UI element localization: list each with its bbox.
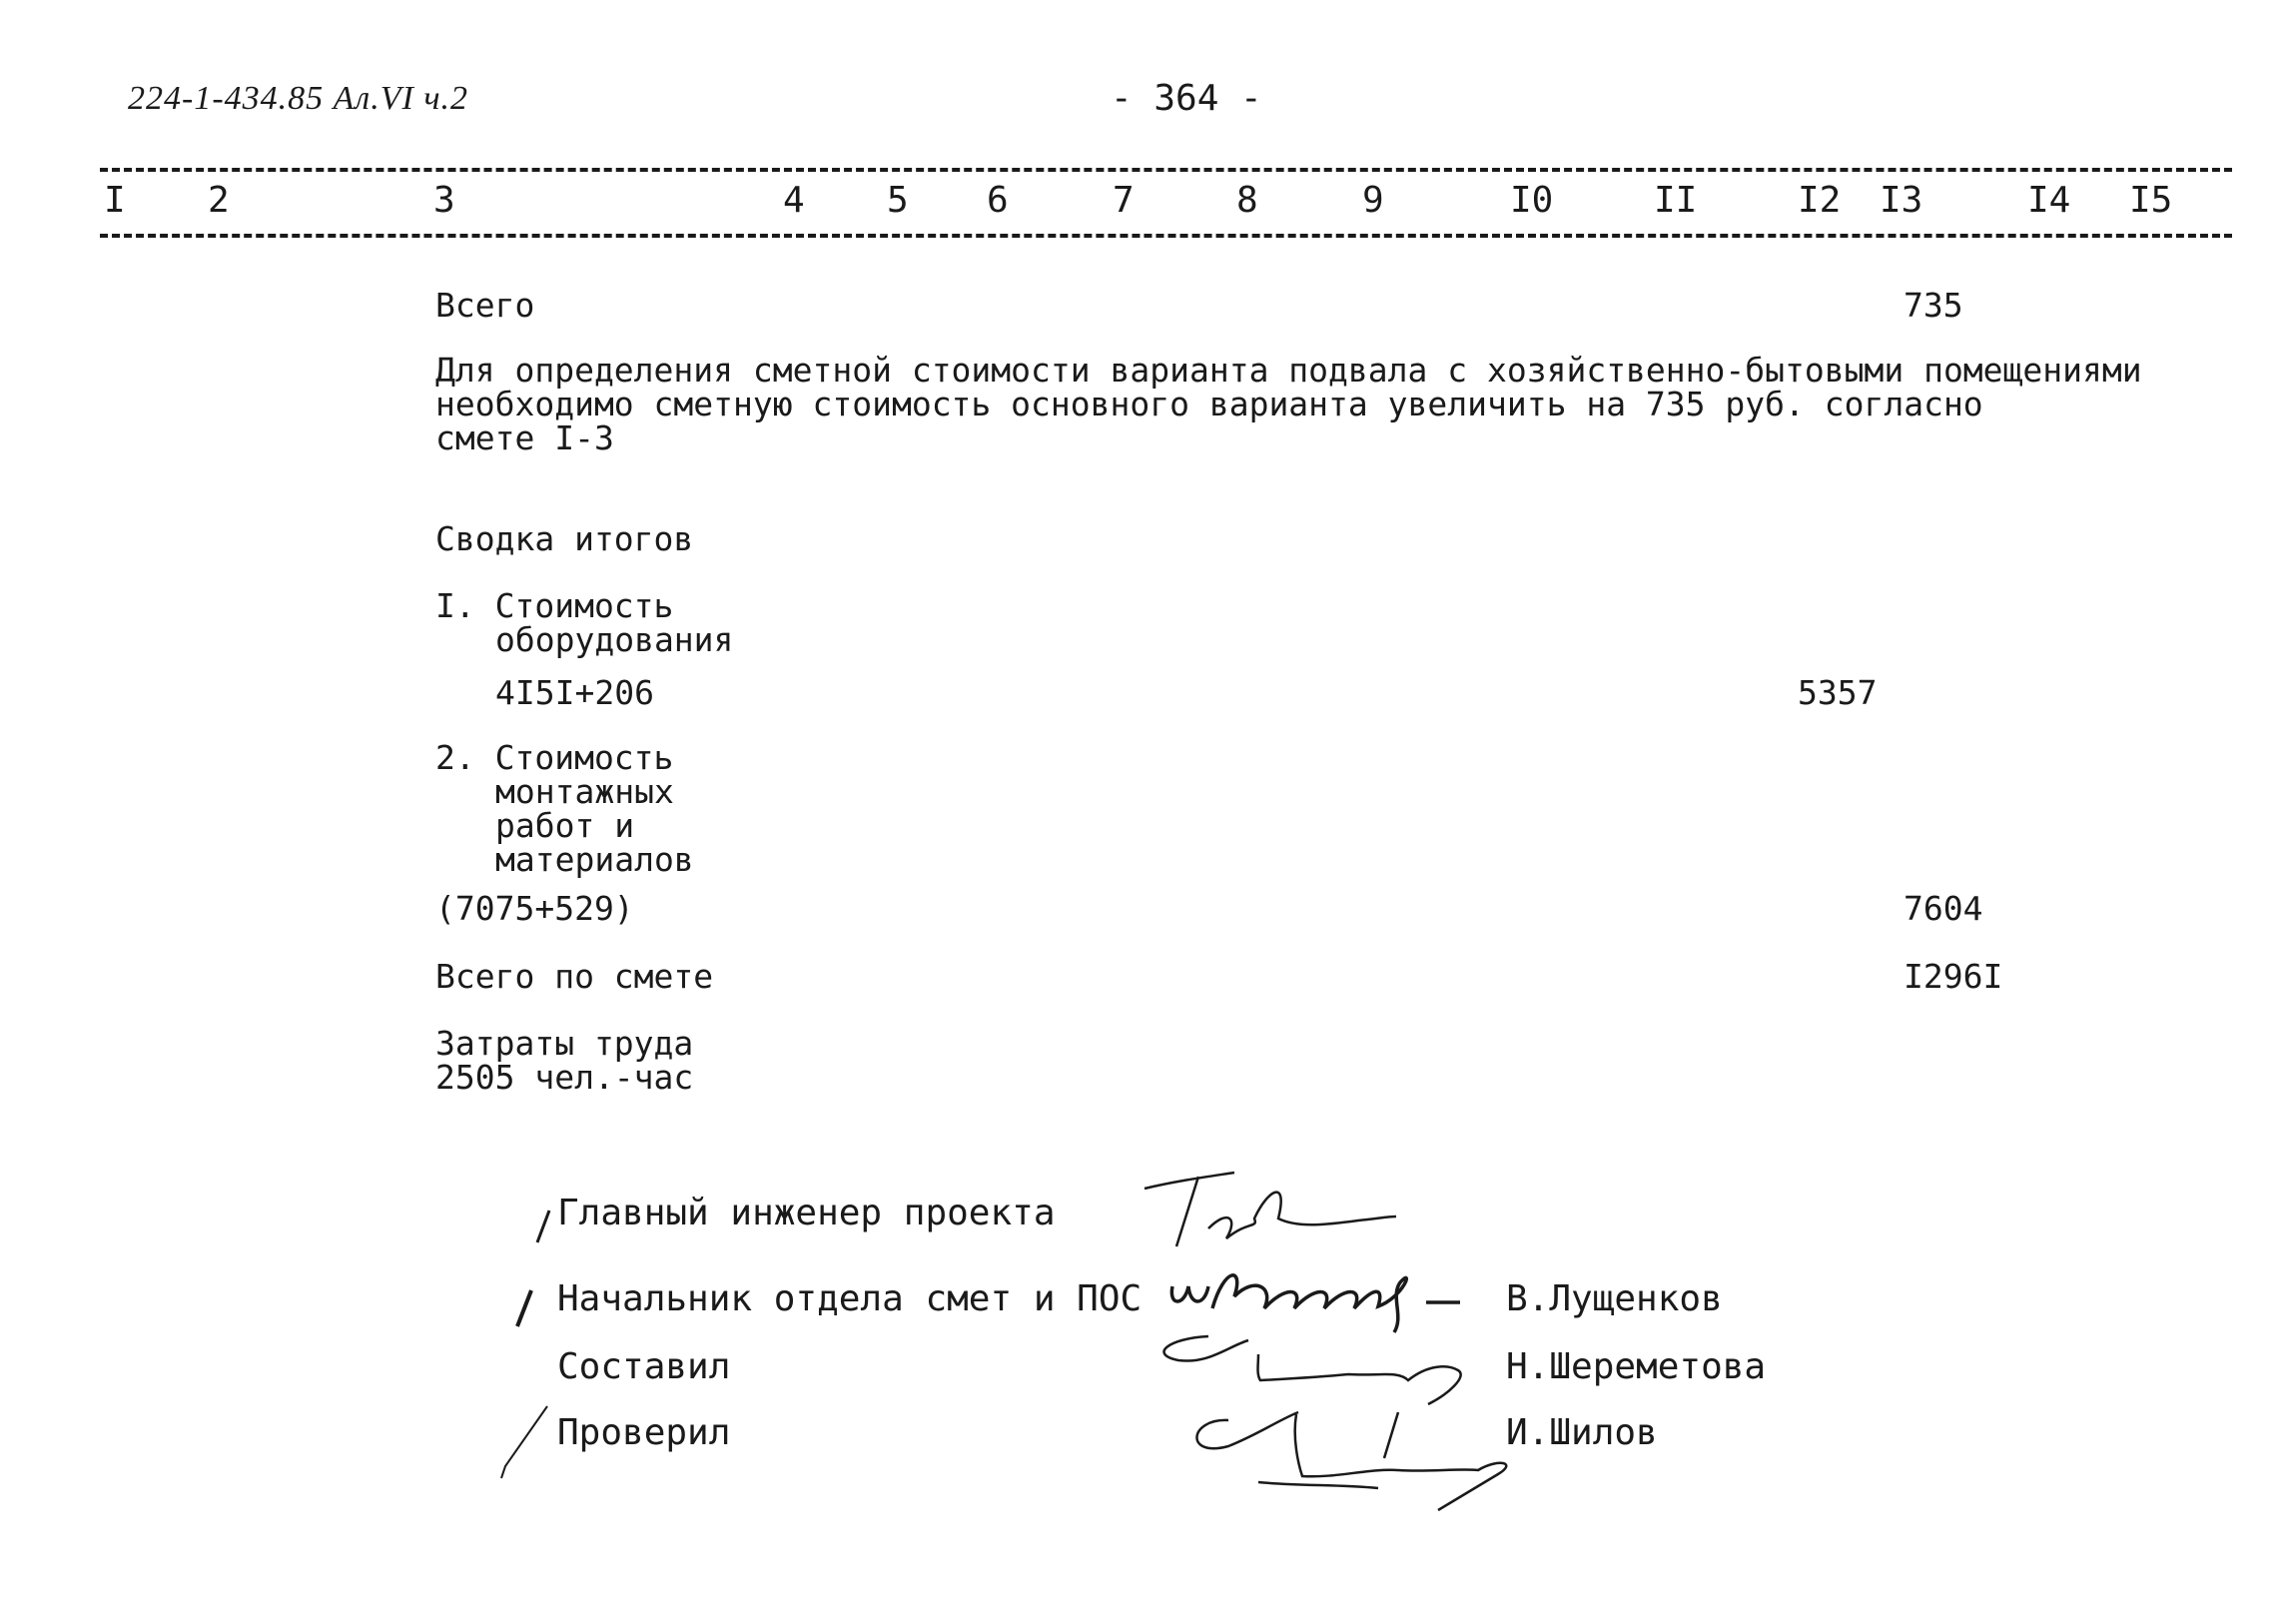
summary-item-label: 2. Стоимость <box>435 738 674 777</box>
note-line: Для определения сметной стоимости варианта подвала с хозяйственно-бытовыми помещениями <box>435 351 2142 390</box>
signature-role-chief-engineer: Главный инженер проекта <box>557 1193 1056 1233</box>
summary-item-formula: (7075+529) <box>435 889 634 928</box>
summary-item-installation <box>435 738 694 879</box>
column-number: II <box>1654 180 1698 221</box>
column-number: I2 <box>1798 180 1842 221</box>
signature-role-compiler: Составил <box>557 1346 731 1387</box>
summary-item-label: работ и <box>495 806 635 845</box>
page-number: - 364 - <box>1111 78 1262 119</box>
signature-name-department-head: В.Лущенков <box>1506 1278 1723 1319</box>
column-number: 8 <box>1236 180 1258 221</box>
signature-role-department-head: Начальник отдела смет и ПОС <box>557 1278 1142 1319</box>
signature-chief-engineer <box>1139 1159 1398 1258</box>
column-number: I5 <box>2129 180 2173 221</box>
column-number: I0 <box>1510 180 1554 221</box>
labor-costs <box>435 1024 694 1097</box>
check-mark-icon <box>533 1207 553 1246</box>
labor-label: Затраты труда <box>435 1024 694 1063</box>
column-number: 3 <box>433 180 455 221</box>
check-mark-icon <box>511 1286 535 1330</box>
column-number: 2 <box>208 180 230 221</box>
signature-name-checker: И.Шилов <box>1506 1412 1658 1453</box>
document-code: 224-1-434.85 Ал.VI ч.2 <box>128 80 469 117</box>
note-paragraph <box>435 351 2142 457</box>
column-number: 4 <box>783 180 805 221</box>
summary-item-label: оборудования <box>495 620 734 659</box>
signature-name-compiler: Н.Шереметова <box>1506 1346 1767 1387</box>
note-line: необходимо сметную стоимость основного варианта увеличить на 735 руб. согласно <box>435 385 1983 423</box>
column-number: I <box>104 180 126 221</box>
table-header-bottom-rule <box>100 234 2232 238</box>
column-number: I4 <box>2027 180 2071 221</box>
column-number: 9 <box>1362 180 1384 221</box>
signature-checker <box>1188 1398 1518 1518</box>
summary-title: Сводка итогов <box>435 519 694 558</box>
column-number: 7 <box>1113 180 1135 221</box>
summary-item-label: монтажных <box>495 772 674 811</box>
summary-item-formula: 4I5I+206 <box>495 673 654 712</box>
column-number: 5 <box>887 180 909 221</box>
section-total-value: 735 <box>1903 286 1963 325</box>
column-number: 6 <box>987 180 1009 221</box>
summary-item-label: материалов <box>495 840 694 879</box>
summary-item-value: 5357 <box>1798 673 1878 712</box>
labor-value: 2505 чел.-час <box>435 1058 694 1097</box>
grand-total-label: Всего по смете <box>435 957 714 996</box>
table-header-top-rule <box>100 168 2232 172</box>
signature-role-checker: Проверил <box>557 1412 731 1453</box>
summary-item-value: 7604 <box>1903 889 1983 928</box>
note-line: смете I-3 <box>435 418 614 457</box>
section-total-label: Всего <box>435 286 535 325</box>
column-number: I3 <box>1880 180 1923 221</box>
check-mark-icon <box>495 1402 551 1482</box>
summary-item-label: I. Стоимость <box>435 586 674 625</box>
grand-total-value: I296I <box>1903 957 2003 996</box>
summary-item-equipment <box>435 586 734 659</box>
